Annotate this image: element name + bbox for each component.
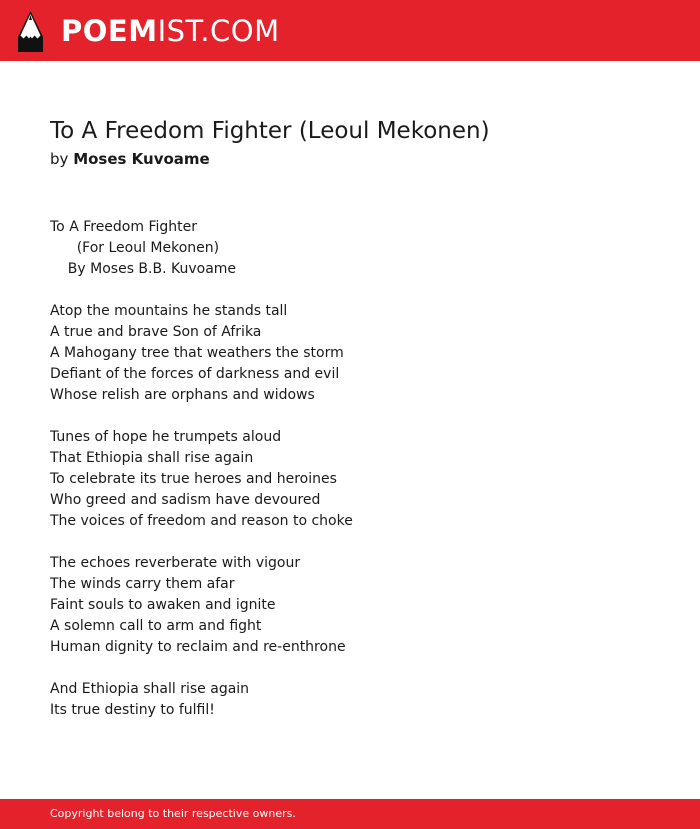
copyright-notice: Copyright belong to their respective owners. bbox=[50, 807, 296, 820]
byline-label: by bbox=[50, 150, 69, 168]
site-header bbox=[0, 0, 700, 61]
poem-title: To A Freedom Fighter (Leoul Mekonen) bbox=[50, 118, 490, 144]
poem-author: Moses Kuvoame bbox=[73, 150, 210, 168]
poem-content bbox=[50, 116, 670, 721]
site-footer bbox=[0, 799, 700, 829]
site-logo-text bbox=[61, 13, 280, 48]
logo-text-bold: POEM bbox=[61, 13, 158, 48]
pen-nib-icon bbox=[18, 11, 43, 52]
site-logo[interactable] bbox=[18, 10, 280, 52]
logo-text-light: IST.COM bbox=[157, 13, 280, 48]
poem-byline bbox=[50, 148, 670, 170]
poem-text: To A Freedom Fighter (For Leoul Mekonen) By Moses B.B. Kuvoame Atop the mountains he stands tall A true and brave Son of Afrika A Mahogany tree that weathers the storm Defiant of the forces of darkness and evil Whose relish are orphans and widows Tunes of hope he trumpets aloud That Ethiopia shall rise again To celebrate its true heroes and heroines Who greed and sadism have devoured The voices of freedom and reason to choke The echoes reverberate with vigour The winds carry them afar Faint souls to awaken and ignite A solemn call to arm and fight Human dignity to reclaim and re-enthrone And Ethiopia shall rise again Its true destiny to fulfil! bbox=[50, 219, 353, 718]
